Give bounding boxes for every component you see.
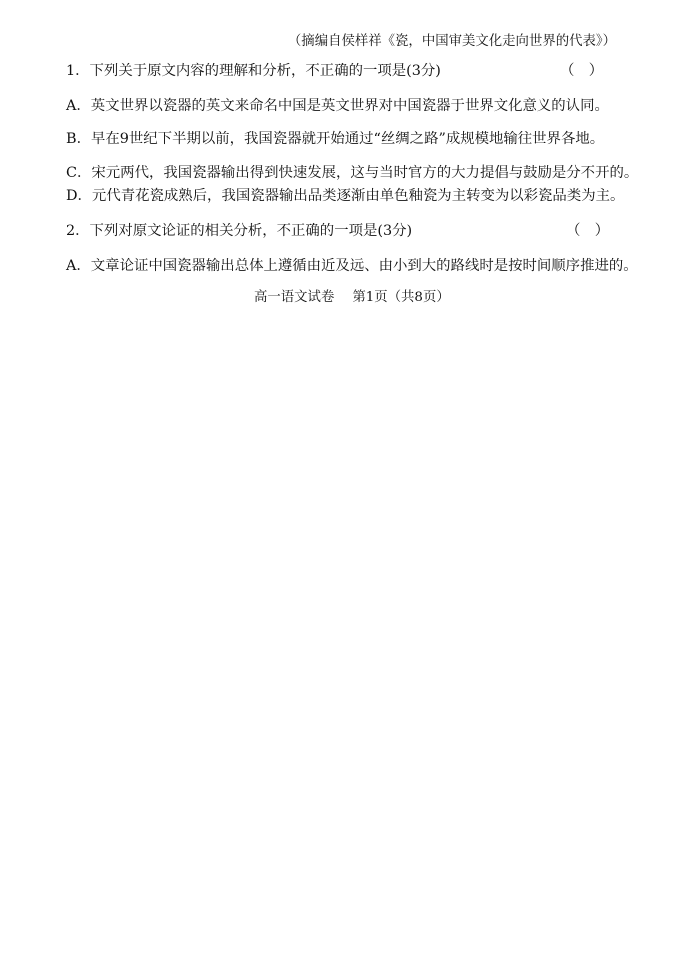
footer-title: 高一语文试卷 [254, 290, 335, 305]
question-2-stem [66, 221, 610, 241]
source-note: （摘编自侯样祥《瓷，中国审美文化走向世界的代表》） [287, 34, 616, 49]
question-1-option-c: C．宋元两代，我国瓷器输出得到快速发展，这与当时官方的大力提倡与鼓励是分不开的。 [66, 165, 639, 181]
question-2-text: 2．下列对原文论证的相关分析，不正确的一项是(3分) [66, 223, 413, 239]
question-1-option-d: D．元代青花瓷成熟后，我国瓷器输出品类逐渐由单色釉瓷为主转变为以彩瓷品类为主。 [66, 188, 625, 204]
question-1-option-b: B．早在9世纪下半期以前，我国瓷器就开始通过“丝绸之路”成规模地输往世界各地。 [66, 131, 605, 147]
footer-page-number: 第1页（共8页） [352, 290, 450, 305]
question-1-answer-blank: （ ） [560, 63, 604, 79]
question-1-stem [66, 61, 604, 81]
question-2-option-a: A．文章论证中国瓷器输出总体上遵循由近及远、由小到大的路线时是按时间顺序推进的。 [66, 258, 638, 274]
question-2-answer-blank: （ ） [566, 223, 610, 239]
question-1-option-a: A．英文世界以瓷器的英文来命名中国是英文世界对中国瓷器于世界文化意义的认同。 [66, 98, 609, 114]
page-footer [254, 288, 450, 308]
question-1-text: 1．下列关于原文内容的理解和分析，不正确的一项是(3分) [66, 63, 441, 79]
